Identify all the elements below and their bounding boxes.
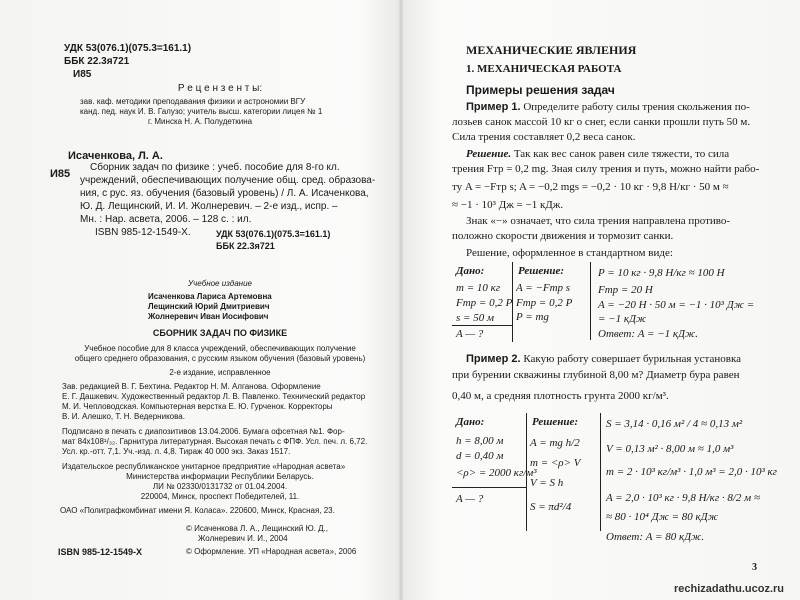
given-title: Дано: <box>456 416 485 428</box>
solution-title: Решение: <box>518 265 565 277</box>
solution-line: ту A = −Fтр s; A = −0,2 mgs = −0,2 · 10 кг · 9,8 Н/кг · 50 м ≈ <box>452 181 729 193</box>
description-line: Ю. Д. Лещинский, И. И. Жолнеревич. – 2-е изд., испр. – <box>80 201 338 212</box>
given-value: h = 8,00 м <box>456 435 504 447</box>
sign-note: положно скорости движения и тормозит санки. <box>452 230 674 242</box>
example-2-line: 0,40 м, а средняя плотность грунта 2000 кг/м³. <box>452 390 669 402</box>
calc-line: ≈ 80 · 10⁴ Дж = 80 кДж <box>606 511 718 523</box>
edition-line: 2-е издание, исправленное <box>169 368 271 377</box>
author-index: И85 <box>73 69 92 80</box>
solution-formula: m = <ρ> V <box>530 457 581 469</box>
example-1-line: лозьев санок массой 10 кг о снег, если санки прошли путь 50 м. <box>452 116 751 128</box>
unknown: A — ? <box>456 493 484 505</box>
bbk-code: ББК 22.3я721 <box>64 56 130 67</box>
reviewer-line: канд. пед. наук И. В. Галузо; учитель высш. категории лицея № 1 <box>80 107 323 116</box>
publisher-line: Министерства информации Республики Беларусь. <box>126 472 314 481</box>
description-line: Сборник задач по физике : учеб. пособие для 8-го кл. <box>90 162 340 173</box>
solution-title: Решение: <box>532 416 579 428</box>
unknown: A — ? <box>456 328 484 340</box>
table-divider <box>590 262 591 340</box>
isbn-line: ISBN 985-12-1549-X. <box>95 227 191 238</box>
publisher-line: ЛИ № 02330/0131732 от 01.04.2004. <box>152 482 288 491</box>
printing-plant: ОАО «Полиграфкомбинат имени Я. Коласа». 220600, Минск, Красная, 23. <box>60 506 335 515</box>
print-line: Усл. кр.-отт. 7,1. Уч.-изд. л. 4,8. Тираж 40 000 экз. Заказ 1517. <box>62 447 291 456</box>
sign-note: Знак «−» означает, что сила трения направлена противо- <box>466 215 731 227</box>
bbk-code-secondary: ББК 22.3я721 <box>216 241 275 251</box>
subtitle-line: общего среднего образования, с русским языком обучения (базовый уровень) <box>74 354 366 363</box>
calc-line: m = 2 · 10³ кг/м³ · 1,0 м³ = 2,0 · 10³ кг <box>606 466 777 478</box>
section-title: 1. МЕХАНИЧЕСКАЯ РАБОТА <box>466 63 622 75</box>
example-2-label: Пример 2. <box>466 353 521 365</box>
answer-line: Ответ: A = 80 кДж. <box>606 531 705 543</box>
site-watermark: rechizadathu.ucoz.ru <box>674 583 785 595</box>
calc-line: V = 0,13 м² · 8,00 м ≈ 1,0 м³ <box>606 443 734 455</box>
solution-line: трения Fтр = 0,2 mg. Зная силу трения и путь, можно найти рабо- <box>452 163 760 175</box>
calc-line: A = 2,0 · 10³ кг · 9,8 Н/кг · 8/2 м ≈ <box>606 492 760 504</box>
calc-line: A = −20 Н · 50 м = −1 · 10³ Дж = <box>598 299 755 311</box>
calc-line: P = 10 кг · 9,8 Н/кг ≈ 100 Н <box>598 267 725 279</box>
coauthor: Исаченкова Лариса Артемовна <box>148 292 272 301</box>
solution-formula: S = πd²/4 <box>530 501 572 513</box>
editors-line: Е. Г. Дашкевич. Художественный редактор Л. В. Павленко. Технический редактор <box>62 392 366 401</box>
solution-formula: Fтр = 0,2 P <box>516 297 573 309</box>
given-title: Дано: <box>456 265 485 277</box>
calc-line: = −1 кДж <box>598 313 647 325</box>
editors-line: В. И. Алешко, Т. Н. Ведерникова. <box>62 412 185 421</box>
reviewer-line: зав. каф. методики преподавания физики и астрономии ВГУ <box>80 97 306 106</box>
solution-line: ≈ −1 · 10³ Дж = −1 кДж. <box>452 199 564 211</box>
given-value: Fтр = 0,2 P <box>456 297 513 309</box>
given-value: m = 10 кг <box>456 282 501 294</box>
subtitle-line: Учебное пособие для 8 класса учреждений, обеспечивающих получение <box>84 344 356 353</box>
table-divider <box>600 413 601 531</box>
copyright-line: © Оформление. УП «Народная асвета», 2006 <box>186 547 357 556</box>
isbn-bottom: ISBN 985-12-1549-X <box>58 547 143 557</box>
publisher-line: 220004, Минск, проспект Победителей, 11. <box>140 492 300 501</box>
calc-line: Fтр = 20 Н <box>598 284 653 296</box>
book-title: СБОРНИК ЗАДАЧ ПО ФИЗИКЕ <box>152 328 288 338</box>
solution-line: Решение. Так как вес санок равен силе тяжести, то сила <box>466 148 730 160</box>
editors-line: М. И. Чепловодская. Компьютерная верстка Е. Ю. Гурченок. Корректоры <box>62 402 333 411</box>
copyright-line: © Исаченкова Л. А., Лещинский Ю. Д., <box>186 524 328 533</box>
print-line: мат 84x108¹/₃₂. Гарнитура литературная. Высокая печать с ФПФ. Усл. печ. л. 6,72. <box>62 437 368 446</box>
solution-formula: V = S h <box>530 477 564 489</box>
coauthor: Жолнеревич Иван Иосифович <box>148 312 269 321</box>
udk-code-secondary: УДК 53(076.1)(075.3=161.1) <box>216 229 331 239</box>
page-number: 3 <box>752 562 757 573</box>
standard-form-intro: Решение, оформленное в стандартном виде: <box>466 247 673 259</box>
copyright-line: Жолнеревич И. И., 2004 <box>198 534 288 543</box>
chapter-title: МЕХАНИЧЕСКИЕ ЯВЛЕНИЯ <box>466 43 637 57</box>
example-1-label: Пример 1. <box>466 101 521 113</box>
edition-type: Учебное издание <box>188 279 252 288</box>
calc-line: S = 3,14 · 0,16 м² / 4 ≈ 0,13 м² <box>606 418 743 430</box>
table-divider <box>452 325 512 326</box>
example-1-line: Сила трения составляет 0,2 веса санок. <box>452 131 636 143</box>
author-name: Исаченкова, Л. А. <box>68 150 163 162</box>
given-value: s = 50 м <box>456 312 494 324</box>
publisher-line: Издательское республиканское унитарное предприятие «Народная асвета» <box>62 462 346 471</box>
example-1-line: Пример 1. Определите работу силы трения скольжения по- <box>466 101 750 113</box>
reviewer-line: г. Минска Н. А. Полудеткина <box>148 117 253 126</box>
given-value: <ρ> = 2000 кг/м³ <box>456 467 537 479</box>
author-index-side: И85 <box>50 168 71 180</box>
content-page <box>404 0 800 600</box>
coauthor: Лещинский Юрий Дмитриевич <box>148 302 270 311</box>
print-line: Подписано в печать с диапозитивов 13.04.2006. Бумага офсетная №1. Фор- <box>62 427 345 436</box>
solution-formula: P = mg <box>516 311 549 323</box>
given-value: d = 0,40 м <box>456 450 504 462</box>
example-2-line: Пример 2. Какую работу совершает бурильная установка <box>466 353 742 365</box>
answer-line: Ответ: A = −1 кДж. <box>598 328 698 340</box>
description-line: учреждений, обеспечивающих получение общ. сред. образова- <box>80 175 376 186</box>
description-line: ния, с рус. яз. обучения (базовый уровень) / Л. А. Исаченкова, <box>80 188 369 199</box>
example-2-line: при бурении скважины глубиной 8,00 м? Диаметр бура равен <box>452 369 740 381</box>
description-line: Мн. : Нар. асвета, 2006. – 128 с. : ил. <box>80 214 252 225</box>
solution-label: Решение. <box>466 148 512 160</box>
reviewers-title: Р е ц е н з е н т ы: <box>177 83 263 94</box>
udk-code: УДК 53(076.1)(075.3=161.1) <box>64 43 192 54</box>
subsection-title: Примеры решения задач <box>466 83 615 97</box>
editors-line: Зав. редакцией В. Г. Бехтина. Редактор Н. М. Алганова. Оформление <box>62 382 321 391</box>
solution-formula: A = −Fтр s <box>516 282 571 294</box>
solution-formula: A = mg h/2 <box>530 437 580 449</box>
table-divider <box>452 487 526 488</box>
